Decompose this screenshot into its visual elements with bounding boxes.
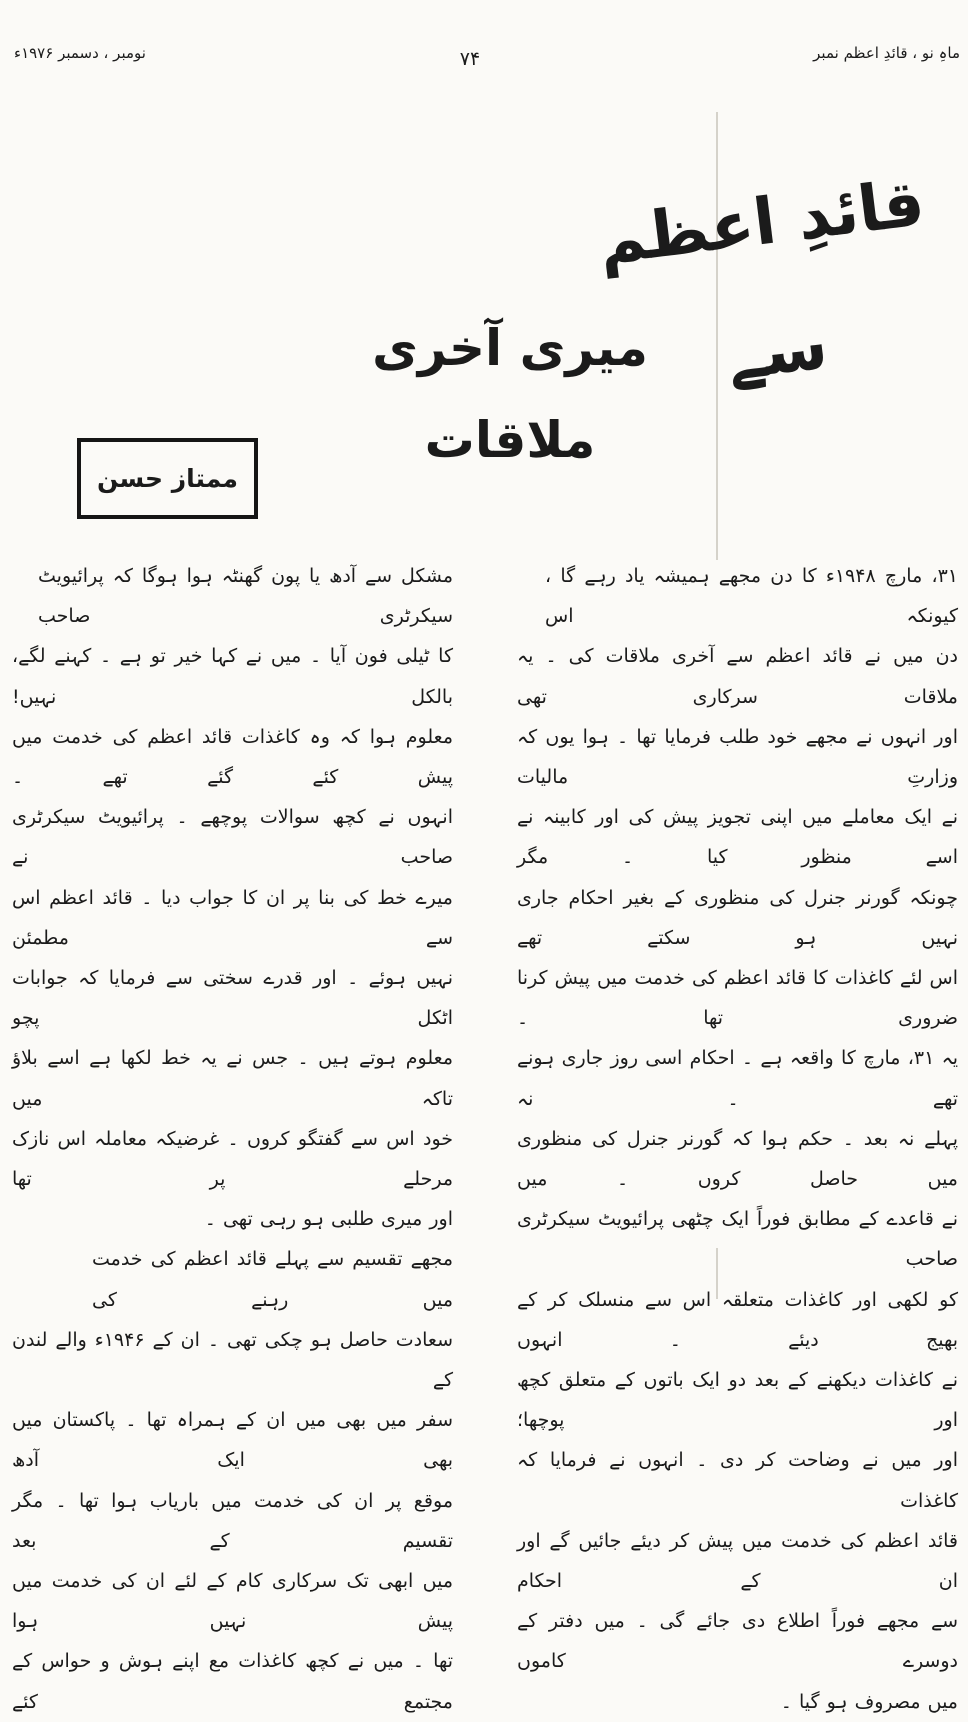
header-page-number: ۷۴ xyxy=(459,48,481,70)
text-line: موقع پر ان کی خدمت میں باریاب ہوا تھا ۔ مگر تقسیم کے بعد xyxy=(12,1489,453,1552)
column-right xyxy=(517,556,958,1722)
text-line: سے مجھے فوراً اطلاع دی جائے گی ۔ میں دفتر کے دوسرے کاموں xyxy=(517,1610,958,1673)
text-line: مشکل سے آدھ یا پون گھنٹہ ہوا ہوگا کہ پرائیویٹ سیکرٹری صاحب xyxy=(38,565,453,628)
text-line: میرے خط کی بنا پر ان کا جواب دیا ۔ قائد اعظم اس سے مطمئن xyxy=(12,886,453,949)
author-box xyxy=(77,438,258,519)
text-line: سعادت حاصل ہو چکی تھی ۔ ان کے ۱۹۴۶ء والے لندن کے xyxy=(12,1328,453,1392)
text-line: دن میں نے قائد اعظم سے آخری ملاقات کی ۔ یہ ملاقات سرکاری تھی xyxy=(517,645,958,708)
text-line: چونکہ گورنر جنرل کی منظوری کے بغیر احکام جاری نہیں ہو سکتے تھے xyxy=(517,886,958,949)
text-line: اور میری طلبی ہو رہی تھی ۔ xyxy=(204,1208,453,1231)
text-line: معلوم ہوا کہ وہ کاغذات قائد اعظم کی خدمت میں پیش کئے گئے تھے ۔ xyxy=(12,725,453,789)
text-line: ۳۱، مارچ ۱۹۴۸ء کا دن مجھے ہمیشہ یاد رہے گا ، کیونکہ اس xyxy=(545,565,958,628)
header-issue-date: نومبر ، دسمبر ۱۹۷۶ء xyxy=(14,44,146,62)
text-line: نے کاغذات دیکھنے کے بعد دو ایک باتوں کے متعلق کچھ اور پوچھا؛ xyxy=(517,1369,958,1432)
paragraph xyxy=(12,556,453,1239)
text-line: اس لئے کاغذات کا قائد اعظم کی خدمت میں پیش کرنا ضروری تھا ۔ xyxy=(517,967,958,1030)
body-columns xyxy=(12,556,958,1722)
text-line: مجھے تقسیم سے پہلے قائد اعظم کی خدمت میں رہنے کی xyxy=(92,1248,453,1311)
text-line: اور میں نے وضاحت کر دی ۔ انہوں نے فرمایا کہ کاغذات xyxy=(517,1449,958,1512)
text-line: کو لکھی اور کاغذات متعلقہ اس سے منسلک کر کے بھیج دیئے ۔ انہوں xyxy=(517,1288,958,1351)
article-title: قائدِ اعظم سے xyxy=(594,166,929,395)
text-line: میں ابھی تک سرکاری کام کے لئے ان کی خدمت میں پیش نہیں ہوا xyxy=(12,1570,453,1633)
text-line: قائد اعظم کی خدمت میں پیش کر دیئے جائیں گے اور ان کے احکام xyxy=(517,1529,958,1593)
text-line: میں مصروف ہو گیا ۔ xyxy=(780,1690,958,1713)
text-line: نہیں ہوئے ۔ اور قدرے سختی سے فرمایا کہ جوابات اٹکل پچو xyxy=(12,967,453,1030)
text-line: معلوم ہوتے ہیں ۔ جس نے یہ خط لکھا ہے اسے بلاؤ تاکہ میں xyxy=(12,1047,453,1110)
text-line: نے قاعدے کے مطابق فوراً ایک چٹھی پرائیویٹ سیکرٹری صاحب xyxy=(517,1208,958,1271)
text-line: خود اس سے گفتگو کروں ۔ غرضیکہ معاملہ اس نازک مرحلے پر تھا xyxy=(12,1127,453,1191)
paragraph xyxy=(517,556,958,1722)
text-line: انہوں نے کچھ سوالات پوچھے ۔ پرائیویٹ سیکرٹری صاحب نے xyxy=(12,806,453,869)
text-line: سفر میں بھی میں ان کے ہمراہ تھا ۔ پاکستان میں بھی ایک آدھ xyxy=(12,1409,453,1472)
column-left xyxy=(12,556,453,1722)
header-issue-label: ماہِ نو ، قائدِ اعظم نمبر xyxy=(813,44,960,62)
text-line: نے ایک معاملے میں اپنی تجویز پیش کی اور کابینہ نے اسے منظور کیا ۔ مگر xyxy=(517,806,958,869)
text-line: تھا ۔ میں نے کچھ کاغذات مع اپنے ہوش و حواس کے مجتمع کئے xyxy=(12,1650,453,1713)
text-line: کا ٹیلی فون آیا ۔ میں نے کہا خیر تو ہے ۔ کہنے لگے، بالکل نہیں! xyxy=(12,645,453,708)
author-name: ممتاز حسن xyxy=(97,464,238,493)
article-subtitle: میری آخری ملاقات xyxy=(372,319,648,469)
text-line: اور انہوں نے مجھے خود طلب فرمایا تھا ۔ ہوا یوں کہ وزارتِ مالیات xyxy=(517,725,958,789)
paragraph xyxy=(12,1239,453,1721)
text-line: یہ ۳۱، مارچ کا واقعہ ہے ۔ احکام اسی روز جاری ہونے تھے ۔ نہ xyxy=(517,1047,958,1110)
text-line: پہلے نہ بعد ۔ حکم ہوا کہ گورنر جنرل کی منظوری میں حاصل کروں ۔ میں xyxy=(517,1127,958,1191)
